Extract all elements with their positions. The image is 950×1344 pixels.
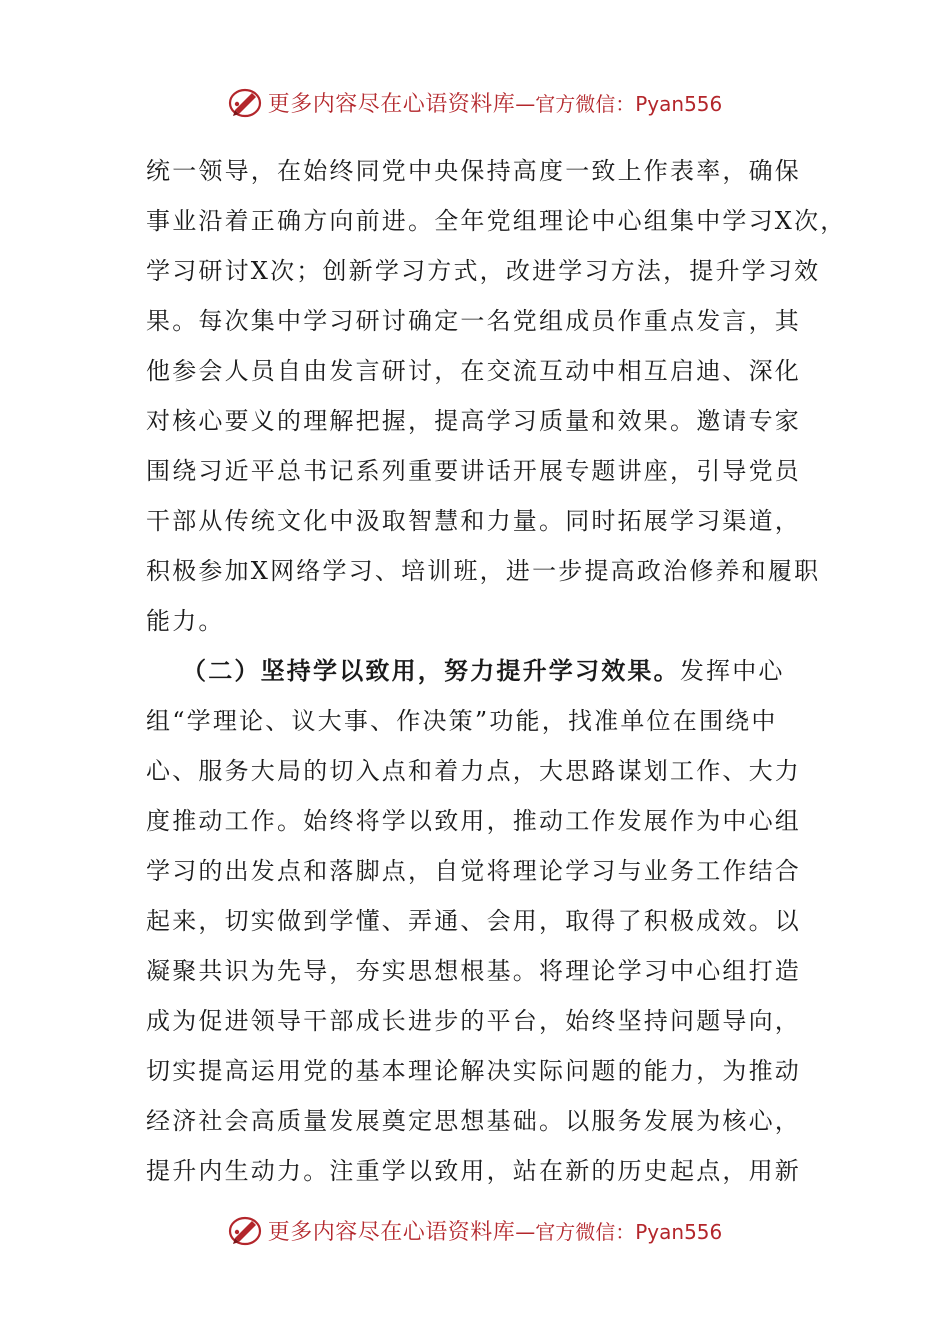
- banner-brand-text: 更多内容尽在心语资料库: [267, 91, 516, 117]
- paragraph-line: 切实提高运用党的基本理论解决实际问题的能力，为推动: [146, 1057, 801, 1085]
- banner-contact-text: —官方微信：Pyan556: [515, 1219, 723, 1244]
- section-heading-line: [146, 646, 826, 696]
- header-banner: [0, 82, 950, 122]
- paragraph-line: 心、服务大局的切入点和着力点，大思路谋划工作、大力: [146, 757, 801, 785]
- paragraph-line: 凝聚共识为先导，夯实思想根基。将理论学习中心组打造: [146, 957, 801, 985]
- paragraph-line: 学习的出发点和落脚点，自觉将理论学习与业务工作结合: [146, 857, 801, 885]
- pen-logo-icon: [228, 84, 264, 120]
- paragraph-line: 组“学理论、议大事、作决策”功能，找准单位在围绕中: [146, 707, 778, 735]
- paragraph-line: 经济社会高质量发展奠定思想基础。以服务发展为核心，: [146, 1107, 801, 1135]
- paragraph-line: 对核心要义的理解把握，提高学习质量和效果。邀请专家: [146, 407, 801, 435]
- banner-contact-text: —官方微信：Pyan556: [515, 91, 723, 116]
- banner-brand-text: 更多内容尽在心语资料库: [267, 1219, 516, 1245]
- pen-logo-icon: [228, 1212, 264, 1248]
- footer-banner: [0, 1210, 950, 1250]
- paragraph-line: 果。每次集中学习研讨确定一名党组成员作重点发言，其: [146, 307, 801, 335]
- paragraph-line: 能力。: [146, 607, 225, 635]
- paragraph-line: 干部从传统文化中汲取智慧和力量。同时拓展学习渠道，: [146, 507, 801, 535]
- document-body: [146, 146, 847, 1196]
- paragraph-line: 提升内生动力。注重学以致用，站在新的历史起点，用新: [146, 1157, 801, 1185]
- paragraph-line: 成为促进领导干部成长进步的平台，始终坚持问题导向，: [146, 1007, 801, 1035]
- paragraph-line: 度推动工作。始终将学以致用，推动工作发展作为中心组: [146, 807, 801, 835]
- section-heading: （二）坚持学以致用，努力提升学习效果。: [182, 656, 680, 685]
- section-heading-tail: 发挥中心: [679, 657, 785, 685]
- paragraph-line: 统一领导，在始终同党中央保持高度一致上作表率，确保: [146, 157, 801, 185]
- paragraph-line: 围绕习近平总书记系列重要讲话开展专题讲座，引导党员: [146, 457, 801, 485]
- paragraph-line: 积极参加X网络学习、培训班，进一步提高政治修养和履职: [146, 557, 821, 585]
- paragraph-line: 学习研讨X次；创新学习方式，改进学习方法，提升学习效: [146, 257, 821, 285]
- paragraph-line: 他参会人员自由发言研讨，在交流互动中相互启迪、深化: [146, 357, 801, 385]
- paragraph-line: 起来，切实做到学懂、弄通、会用，取得了积极成效。以: [146, 907, 801, 935]
- paragraph-line: 事业沿着正确方向前进。全年党组理论中心组集中学习X次，: [146, 207, 847, 235]
